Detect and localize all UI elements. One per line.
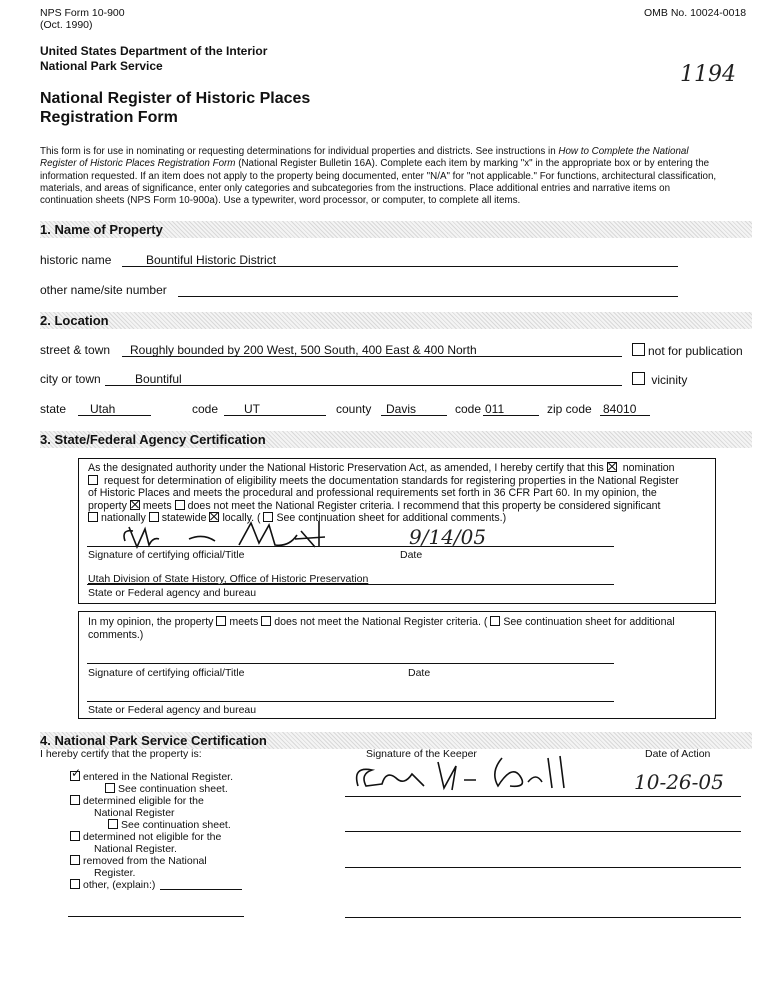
other-name-field[interactable]: [178, 282, 678, 297]
section-1-heading: 1. Name of Property: [40, 221, 752, 238]
county-field[interactable]: [381, 401, 447, 416]
form-number: NPS Form 10-900: [40, 7, 125, 19]
section-3-heading: 3. State/Federal Agency Certification: [40, 431, 752, 448]
certification-text: As the designated authority under the National Historic Preservation Act, as amended, I hereby certify that this nomination request for determination of eligibility meets the documentation standards for registering properties in the National Register of Historic Places and meets the procedural and professional requirements set forth in 36 CFR Part 60. In my opinion, the property meets does not meet the National Register criteria. I recommend that this property be considered significant nationally statewide locally. ( See continuation sheet for additional comments.): [88, 462, 679, 524]
meets-checkbox[interactable]: [130, 500, 140, 510]
state-value: Utah: [90, 402, 116, 416]
does-not-meet-checkbox[interactable]: [175, 500, 185, 510]
op-meets-checkbox[interactable]: [216, 616, 226, 626]
street-field[interactable]: [122, 342, 622, 357]
county-code-label: code: [455, 402, 482, 416]
keeper-signature: [352, 752, 602, 796]
handwritten-number: 1194: [680, 62, 736, 87]
page-subtitle: Registration Form: [40, 109, 178, 126]
keeper-line-4[interactable]: [345, 916, 741, 918]
vicinity[interactable]: vicinity: [632, 372, 687, 387]
page-title: National Register of Historic Places: [40, 90, 311, 107]
historic-name-label: historic name: [40, 253, 112, 267]
certify-intro: I hereby certify that the property is:: [40, 748, 202, 760]
agency-line-2[interactable]: [87, 700, 614, 702]
agency-label-2: State or Federal agency and bureau: [88, 704, 257, 716]
city-label: city or town: [40, 372, 101, 386]
request-checkbox[interactable]: [88, 475, 98, 485]
section-2-heading: 2. Location: [40, 312, 752, 329]
opinion-text: In my opinion, the property meets does not meet the National Register criteria. ( See continuation sheet for additional comments.): [88, 616, 675, 641]
checkbox[interactable]: [632, 343, 645, 356]
date-label-1: Date: [400, 549, 423, 561]
op-see-checkbox[interactable]: [490, 616, 500, 626]
certification-box-1: [78, 458, 716, 604]
nomination-checkbox[interactable]: [607, 462, 617, 472]
code-label: code: [192, 402, 219, 416]
certifying-official-signature: [119, 517, 349, 553]
city-value: Bountiful: [135, 372, 182, 386]
code-field[interactable]: [224, 401, 326, 416]
signature-label-2: Signature of certifying official/Title: [88, 667, 245, 679]
zip-value: 84010: [603, 402, 637, 416]
form-date: (Oct. 1990): [40, 19, 93, 31]
other-checkbox[interactable]: [70, 879, 80, 889]
county-code-value: 011: [485, 402, 505, 416]
checkbox[interactable]: [632, 372, 645, 385]
keeper-label: Signature of the Keeper: [366, 748, 477, 760]
other-name-label: other name/site number: [40, 283, 167, 297]
signature-line-2[interactable]: [87, 662, 614, 664]
historic-name-field[interactable]: [122, 252, 678, 267]
instructions: This form is for use in nominating or requesting determinations for individual properties and districts. See instructions in How to Complete the National Register of Historic Places Registration Form (National Register Bulletin 16A). Complete each item by marking "x" in the appropriate box or by entering the information requested. If an item does not apply to the property being documented, enter "N/A" for "not applicable." For functions, architectural classification, materials, and areas of significance, enter only categories and subcategories from the instructions. Place additional entries and narrative items on continuation sheets (NPS Form 10-900a). Use a typewriter, word processor, or computer, to complete all items.: [40, 146, 717, 207]
omb-number: OMB No. 10024-0018: [644, 7, 747, 19]
code-value: UT: [244, 402, 260, 416]
entered-checkbox[interactable]: [70, 771, 80, 781]
zip-label: zip code: [547, 402, 592, 416]
agency-value: Utah Division of State History, Office of Historic Preservation: [88, 573, 369, 585]
zip-field[interactable]: [600, 401, 650, 416]
nationally-checkbox[interactable]: [88, 512, 98, 522]
eligible-see-checkbox[interactable]: [108, 819, 118, 829]
agency: National Park Service: [40, 59, 163, 73]
state-field[interactable]: [78, 401, 151, 416]
date-label-2: Date: [408, 667, 431, 679]
street-label: street & town: [40, 343, 111, 357]
signature-date-1: 9/14/05: [409, 525, 487, 549]
street-value: Roughly bounded by 200 West, 500 South, 400 East & 400 North: [130, 343, 477, 357]
department: United States Department of the Interior: [40, 44, 268, 58]
entered-see-checkbox[interactable]: [105, 783, 115, 793]
removed-checkbox[interactable]: [70, 855, 80, 865]
county-value: Davis: [386, 402, 417, 416]
not-eligible-checkbox[interactable]: [70, 831, 80, 841]
keeper-line-1[interactable]: [345, 795, 741, 797]
other-explain-line-2[interactable]: [68, 906, 244, 917]
city-field[interactable]: [105, 371, 622, 386]
agency-label-1: State or Federal agency and bureau: [88, 587, 257, 599]
eligible-checkbox[interactable]: [70, 795, 80, 805]
historic-name-value: Bountiful Historic District: [146, 253, 277, 267]
signature-label-1: Signature of certifying official/Title: [88, 549, 245, 561]
section-4-heading: 4. National Park Service Certification: [40, 732, 752, 749]
nps-options: ✓entered in the National Register. See continuation sheet. determined eligible for the National Register See continuation sheet. determined not eligible for the National Register. removed from the National Register. other, (explain:): [70, 771, 233, 891]
state-label: state: [40, 402, 67, 416]
certification-box-2: [78, 611, 716, 719]
not-for-publication[interactable]: not for publication: [632, 343, 743, 358]
other-explain-field[interactable]: [160, 879, 242, 890]
date-of-action-value: 10-26-05: [634, 770, 724, 794]
keeper-line-2[interactable]: [345, 830, 741, 832]
county-code-field[interactable]: [483, 401, 539, 416]
date-of-action-label: Date of Action: [645, 748, 711, 760]
keeper-line-3[interactable]: [345, 866, 741, 868]
county-label: county: [336, 402, 372, 416]
op-dnm-checkbox[interactable]: [261, 616, 271, 626]
